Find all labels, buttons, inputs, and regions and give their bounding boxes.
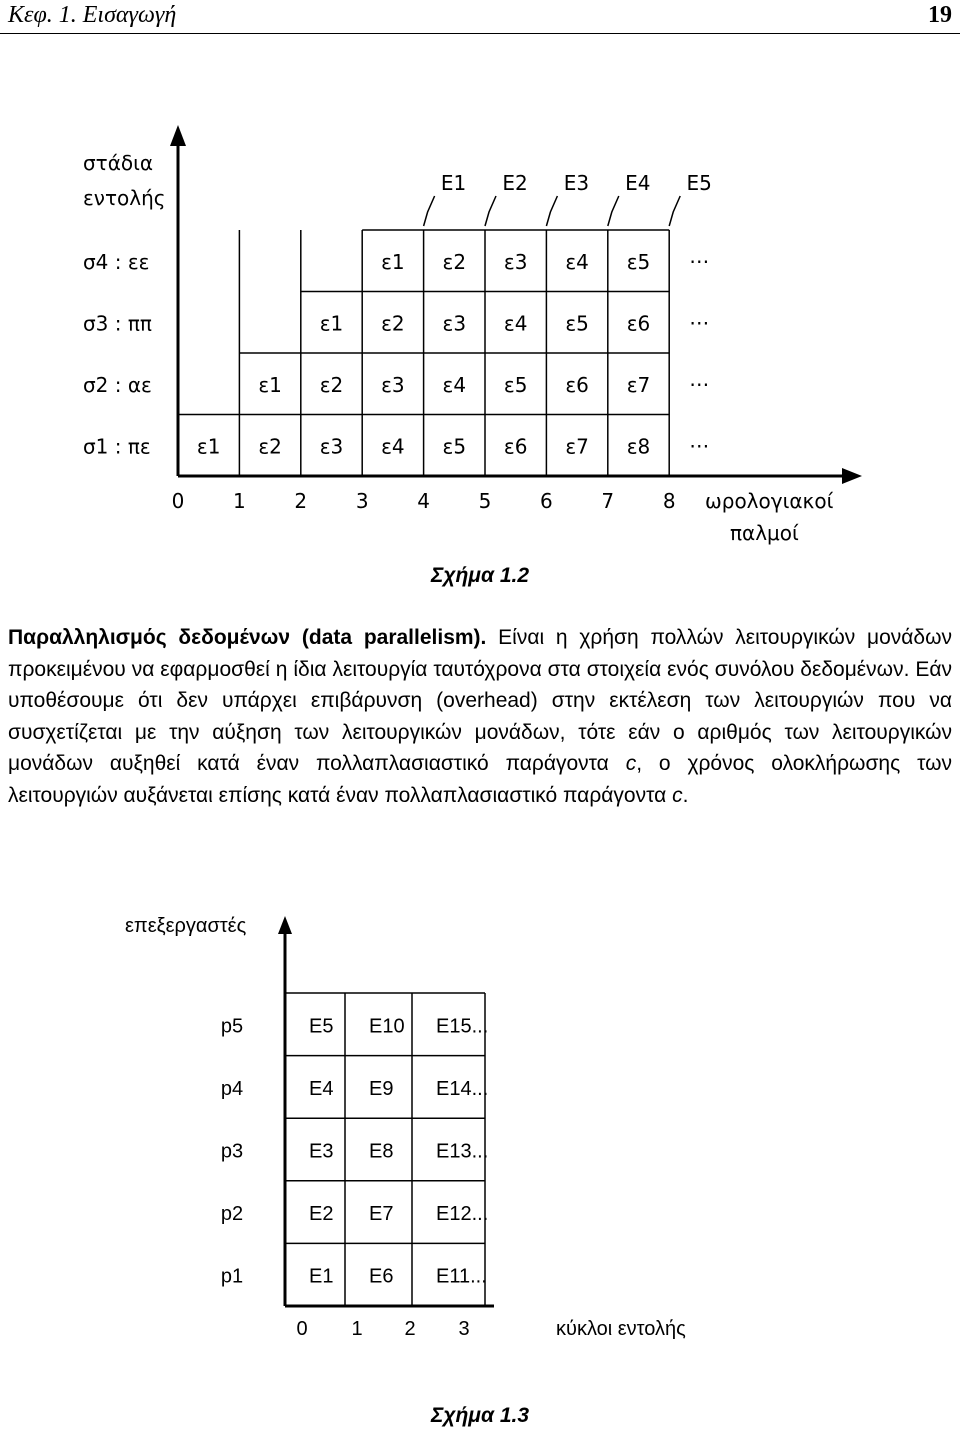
instruction-cell: ε5 [442, 434, 467, 459]
completion-label: Ε2 [502, 171, 528, 195]
x-axis-arrow [842, 468, 862, 484]
parallelism-figure [0, 890, 960, 1360]
instruction-cell: ε4 [381, 434, 405, 459]
processor-label: p4 [220, 1077, 244, 1100]
completion-pointer [669, 196, 680, 226]
x-axis-label: κύκλοι εντολής [556, 1318, 686, 1340]
clock-tick: 7 [601, 489, 615, 513]
instruction-cell: ε7 [565, 434, 589, 459]
instruction-cell: ε7 [626, 372, 651, 397]
instruction-cell: ε3 [381, 372, 405, 397]
stage-label: σ4 : εε [83, 249, 150, 274]
instruction-cell: ε2 [442, 249, 467, 274]
instruction-cell: Ε10 [369, 1015, 405, 1038]
paragraph-text-2: , ο χρόνος ολοκλήρωσης των λειτουργιών αυξάνεται επίσης κατά έναν πολλαπλασιαστικό παράγοντα [8, 752, 952, 807]
instruction-cell: Ε5 [309, 1015, 334, 1038]
cycle-tick: 3 [458, 1318, 470, 1340]
completion-label: Ε1 [440, 171, 467, 195]
stage-label: σ1 : πε [83, 434, 151, 459]
body-paragraph [8, 622, 952, 811]
processor-label: p5 [220, 1015, 244, 1038]
instruction-cell: ε6 [565, 372, 589, 397]
pipeline-grid [178, 230, 669, 476]
clock-tick-labels [172, 489, 676, 513]
instruction-cell: ε3 [442, 311, 467, 336]
y-axis-label-line2: εντολής [83, 186, 166, 210]
continuation-mark: … [689, 366, 710, 391]
clock-tick: 3 [355, 489, 369, 513]
completion-label: Ε3 [563, 171, 590, 195]
instruction-cell: ε8 [626, 434, 651, 459]
instruction-cell: Ε9 [369, 1077, 394, 1100]
completion-pointer [608, 196, 619, 226]
clock-tick: 5 [478, 489, 492, 513]
instruction-cell: ε2 [381, 311, 405, 336]
instruction-cell: ε5 [565, 311, 589, 336]
instruction-cell: Ε1 [309, 1265, 334, 1288]
instruction-cell: ε3 [319, 434, 344, 459]
chapter-title: Κεφ. 1. Εισαγωγή [8, 2, 177, 28]
instruction-cell: Ε3 [309, 1140, 334, 1163]
continuation-mark: … [689, 305, 710, 330]
clock-tick: 8 [662, 489, 676, 513]
instruction-cell: ε3 [503, 249, 528, 274]
instruction-cell: Ε13... [436, 1140, 489, 1163]
paragraph-term: Παραλληλισμός δεδομένων (data parallelism). [8, 626, 487, 649]
continuation-mark: … [689, 243, 710, 268]
instruction-cell: ε1 [381, 249, 405, 274]
completion-labels [424, 171, 712, 226]
instruction-cell: ε2 [258, 434, 282, 459]
instruction-cell: ε6 [503, 434, 528, 459]
completion-label: Ε5 [686, 171, 712, 195]
instruction-cell: ε4 [503, 311, 528, 336]
cycle-tick-labels [296, 1318, 469, 1340]
y-axis-label: επεξεργαστές [125, 915, 247, 937]
instruction-cell: ε5 [626, 249, 651, 274]
y-axis-label-line1: στάδια [83, 151, 154, 175]
instruction-cell: Ε4 [309, 1077, 334, 1100]
clock-tick: 0 [171, 489, 185, 513]
clock-tick: 6 [540, 489, 553, 513]
instruction-cell: Ε15... [436, 1015, 489, 1038]
instruction-cell: Ε8 [369, 1140, 394, 1163]
clock-tick: 4 [417, 489, 430, 513]
processor-label: p1 [220, 1265, 244, 1288]
cycle-tick: 2 [404, 1318, 416, 1340]
instruction-cell: Ε14... [436, 1077, 489, 1100]
completion-pointer [485, 196, 496, 226]
paragraph-var-2: c [672, 783, 683, 807]
stage-label: σ2 : αε [83, 372, 152, 397]
instruction-cell: ε2 [319, 372, 344, 397]
instruction-cell: ε1 [258, 372, 282, 397]
pipeline-figure [0, 0, 960, 560]
continuation-marks [689, 244, 709, 453]
instruction-cell: ε1 [196, 434, 221, 459]
figure-caption-1-3: Σχήμα 1.3 [430, 1404, 530, 1427]
instruction-cell: Ε6 [369, 1265, 394, 1288]
paragraph-text-1: Είναι η χρήση πολλών λειτουργικών μονάδων προκειμένου να εφαρμοσθεί η ίδια λειτουργία ταυτόχρονα στα στοιχεία ενός συνόλου δεδομένων. Εάν υποθέσουμε ότι δεν υπάρχει επιβάρυνση (overhead) στην εκτέλεση των λειτουργιών που να συσχετίζεται με την αύξηση των λειτουργικών μονάδων, τότε εάν ο αριθμός των λειτουργικών μονάδων αυξηθεί κατά έναν πολλαπλασιαστικό παράγοντα [8, 626, 952, 775]
instruction-cell: ε4 [442, 372, 467, 397]
instruction-cell: ε4 [565, 249, 589, 274]
figure-caption-1-2: Σχήμα 1.2 [430, 564, 530, 587]
processor-label: p3 [220, 1140, 244, 1163]
instruction-cell: Ε11... [436, 1265, 487, 1288]
cycle-tick: 1 [351, 1318, 363, 1340]
instruction-cell: ε1 [319, 311, 344, 336]
y-axis-arrow [170, 125, 186, 146]
continuation-mark: … [689, 428, 710, 453]
clock-tick: 1 [233, 489, 246, 513]
x-axis-label-line2: παλμοί [730, 521, 799, 545]
paragraph-var-1: c [625, 752, 637, 775]
processor-label: p2 [220, 1203, 244, 1226]
completion-pointer [424, 196, 435, 226]
cycle-tick: 0 [296, 1318, 308, 1340]
x-axis-label-line1: ωρολογιακοί [705, 489, 834, 513]
instruction-cell: Ε2 [309, 1203, 334, 1226]
instruction-cell: Ε12... [436, 1203, 489, 1226]
y-axis-arrow [278, 916, 292, 934]
page-number: 19 [928, 2, 952, 28]
paragraph-text-3: . [682, 783, 689, 807]
completion-label: Ε4 [625, 171, 651, 195]
instruction-cell: ε6 [626, 311, 651, 336]
instruction-cell: Ε7 [369, 1203, 394, 1226]
stage-labels [83, 250, 152, 459]
stage-label: σ3 : ππ [83, 311, 152, 336]
clock-tick: 2 [294, 489, 308, 513]
completion-pointer [546, 196, 557, 226]
instruction-cell: ε5 [503, 372, 528, 397]
processor-labels [221, 1015, 243, 1287]
